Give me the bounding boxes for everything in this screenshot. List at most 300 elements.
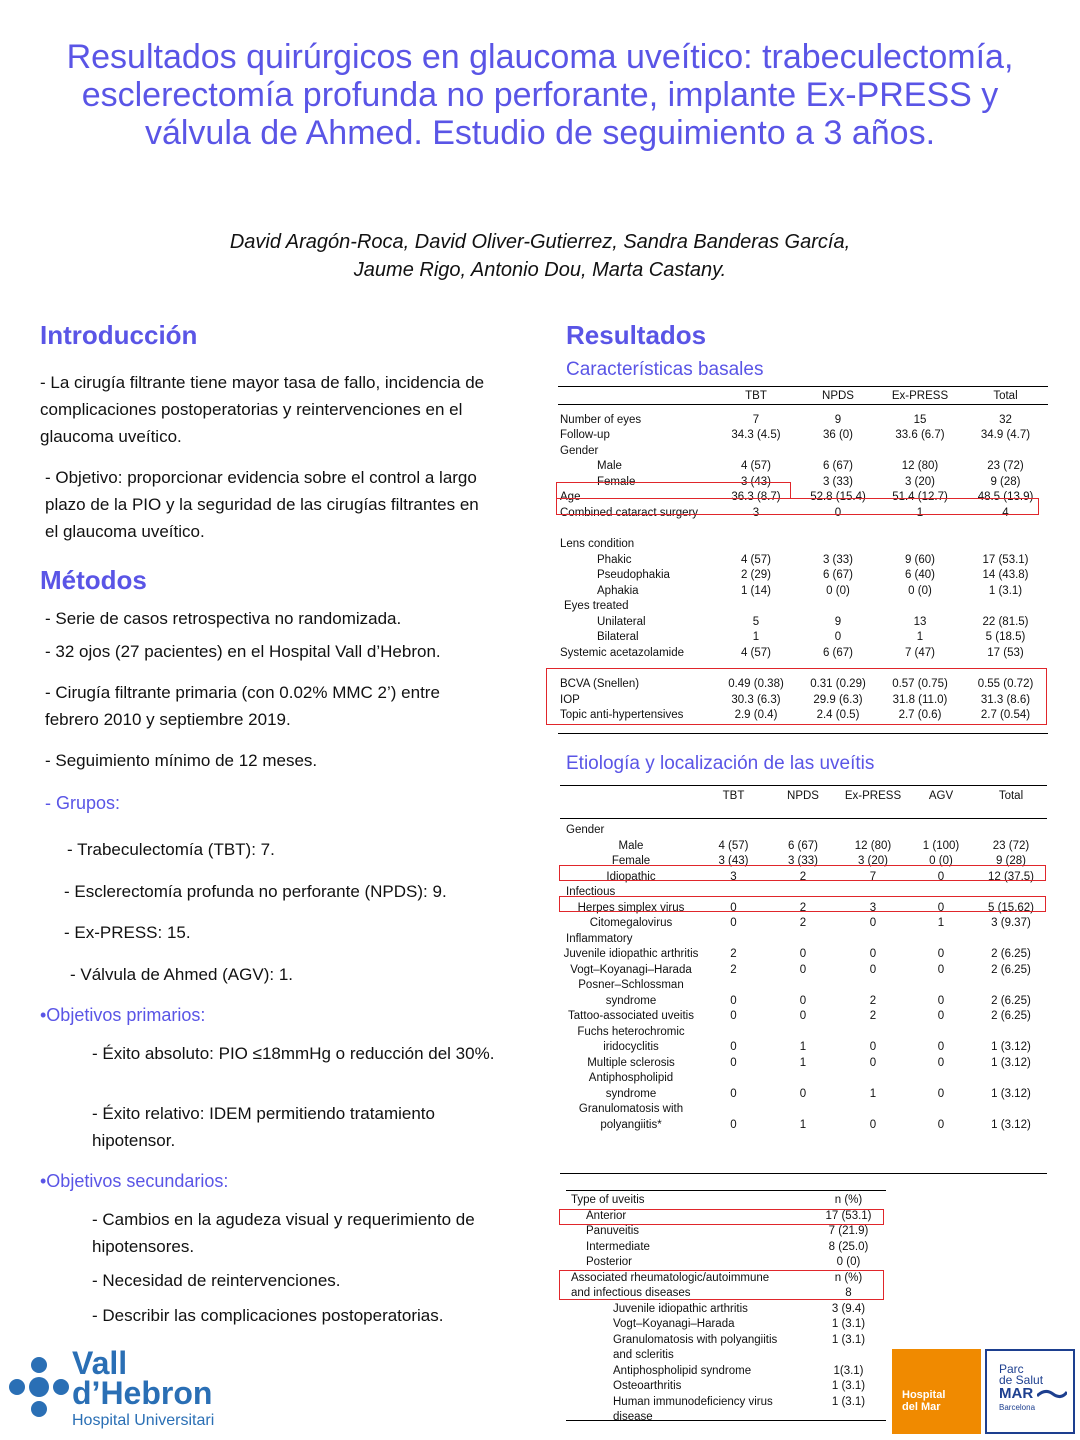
table-cell: 5 (18.5) [985,631,1026,643]
table-cell: 1 (3.12) [991,1041,1031,1053]
table-cell: 1 [799,1041,807,1053]
highlight-bcva-iop [546,668,1047,725]
row-label: Multiple sclerosis [587,1056,675,1069]
row-label [560,521,715,537]
highlight-idiopathic [559,865,1046,881]
row-label: Human immunodeficiency virus disease [613,1395,773,1423]
row-label: Pseudophakia [597,569,670,581]
table-cell [715,521,797,537]
table-row [562,1071,1047,1102]
row-label: Tattoo-associated uveitis [568,1010,694,1022]
table-cell: 3 (43) [740,475,772,488]
column-header [560,389,715,405]
table-cell: 0 [799,1010,807,1022]
table-cell: 2.7 (0.54) [980,709,1031,721]
table-cell: 1 (3.12) [991,1056,1031,1069]
row-label: IOP [560,693,580,706]
row-label: Combined cataract surgery [560,506,699,519]
table-cell: 52.8 (15.4) [810,491,866,503]
authors-line-1: David Aragón-Roca, David Oliver-Gutierrez, Sandra Banderas García, [229,231,851,253]
highlight-age [556,482,791,499]
vall-line-2: d’Hebron [72,1375,213,1411]
table-row [571,1395,886,1426]
table-cell: 31.3 (8.6) [980,693,1031,706]
table-cell: 7 (21.9) [828,1225,869,1237]
table-row [560,428,1050,444]
row-label: Osteoarthritis [613,1380,682,1392]
table-cell: 2 (6.25) [991,1010,1031,1022]
table-cell: 9 [834,615,842,628]
table-cell: 2 [869,1010,877,1022]
table-cell: 2 (6.25) [991,948,1031,960]
table-cell: 3 [730,870,737,883]
table-row [560,568,1050,584]
table-cell: 1 [937,917,945,929]
table-cell: 3 (43) [718,855,749,867]
table-cell: 7 (47) [904,646,936,659]
methods-item-4: - Seguimiento mínimo de 12 meses. [45,751,318,770]
secondary-objective-1: - Cambios en la agudeza visual y requerimiento de hipotensores. [92,1210,475,1256]
table-cell: 5 (15.62) [987,901,1035,914]
table-cell: 0 [937,1118,945,1131]
table-cell: 0 [730,1087,737,1100]
primary-objective-2: - Éxito relativo: IDEM permitiendo tratamiento hipotensor. [92,1104,435,1150]
table-row [562,1102,1047,1133]
secondary-objective-3: - Describir las complicaciones postoperatorias. [92,1306,444,1325]
row-label: Posner–Schlossman syndrome [578,979,684,1007]
column-header: TBT [722,790,745,802]
table-cell: 0 [834,506,842,519]
table-cell: 6 (40) [904,569,936,581]
table-cell: 0 [799,963,807,976]
row-label: Vogt–Koyanagi–Harada [613,1318,735,1330]
row-label: Female [611,855,651,867]
table-cell: 23 (72) [992,839,1030,852]
table-cell: 0.55 (0.72) [977,678,1034,690]
table-cell: 1 [916,631,924,643]
table-cell: 0 (0) [836,1256,861,1268]
table-cell: 4 (57) [740,460,772,472]
table-cell: 1 (3.1) [831,1395,866,1408]
table-cell: 2.9 (0.4) [734,709,778,721]
table-cell [700,932,767,948]
table2-bottom-rule [560,1173,1047,1174]
table-cell: 0 [869,963,877,976]
table-cell: 1 [869,1087,877,1100]
table-cell: 2 [799,901,807,914]
spacer-row [560,405,1050,413]
table-cell: 0 [937,1041,945,1053]
row-label: Antiphospholipid syndrome [613,1364,752,1377]
row-label: Antiphospholipid syndrome [588,1072,674,1100]
table-cell: 12 (80) [901,460,939,472]
table-cell: 6 (67) [822,569,854,581]
table-cell: 29.9 (6.3) [813,693,863,706]
row-label: Granulomatosis with polyangiitis* [578,1103,684,1131]
table-row [571,1193,886,1209]
table-cell: 12 (80) [854,839,892,852]
table-cell: 2 (6.25) [991,963,1031,976]
row-label: Number of eyes [560,413,642,426]
wave-icon [1037,1388,1067,1400]
secondary-objective-2: - Necesidad de reintervenciones. [92,1271,341,1290]
vall-line-1: Vall [72,1345,128,1381]
table2-top-rule [560,785,1047,786]
table-cell: 1 (3.1) [988,584,1023,597]
table-cell: 5 [752,615,760,628]
table-row [562,978,1047,1009]
highlight-herpes [559,896,1046,912]
table-cell: 3 (33) [822,553,854,566]
table-cell: 2.7 (0.6) [898,709,942,721]
table-cell: 34.3 (4.5) [731,429,781,441]
table-cell: 4 [1002,506,1009,519]
group-npds: - Esclerectomía profunda no perforante (NPDS): 9. [64,882,447,901]
row-label: Gender [560,444,599,457]
column-header: TBT [745,390,767,402]
baseline-heading: Características basales [566,359,764,380]
table-cell: 3 (20) [904,475,936,488]
row-label: Systemic acetazolamide [560,646,684,659]
authors-line-2: Jaume Rigo, Antonio Dou, Marta Castany. [353,259,727,281]
table-cell: 0 (0) [908,584,932,597]
table-cell: 7 [752,413,760,426]
table-cell [767,932,839,948]
methods-heading: Métodos [40,565,147,595]
table-cell: 22 (81.5) [982,615,1029,628]
table-cell [975,932,1047,948]
table-row [571,1333,886,1364]
table-cell: 6 (67) [787,839,819,852]
etiology-heading: Etiología y localización de las uveítis [566,753,875,774]
table-row [560,630,1050,646]
table-cell: 2 [730,963,737,976]
methods-item-3: - Cirugía filtrante primaria (con 0.02% MMC 2’) entre febrero 2010 y septiembre 2019. [45,683,440,729]
column-header: Ex-PRESS [844,790,902,802]
column-header [562,789,700,823]
highlight-anterior [559,1209,884,1225]
table-cell: 7 [869,870,877,883]
table-row [560,413,1050,429]
groups-label: - Grupos: [45,793,121,813]
table-cell: 8 [845,1287,852,1299]
table-cell: 0 [730,1010,737,1022]
table-cell: 36 (0) [822,429,854,441]
row-label: Associated rheumatologic/autoimmune [571,1271,770,1284]
row-label: Follow-up [560,429,610,441]
row-label: Topic anti-hypertensives [560,709,684,721]
parc-line-2: de Salut [999,1373,1044,1387]
row-label: Gender [566,824,605,836]
table-cell [797,599,879,615]
table-row [562,839,1047,855]
table-cell [797,444,879,460]
table-cell: 14 (43.8) [982,569,1029,581]
intro-paragraph-2: - Objetivo: proporcionar evidencia sobre el control a largo plazo de la PIO y la seguridad de las cirugías filtrantes en el glaucoma uveítico. [45,468,479,541]
table-cell [961,537,1050,553]
table-cell: 34.9 (4.7) [980,429,1031,441]
table-cell: 51.4 (12.7) [892,491,948,503]
table1-top-rule [558,386,1048,387]
table-cell: 0 [937,994,945,1007]
group-tbt: - Trabeculectomía (TBT): 7. [67,840,275,859]
table-cell: 0 [799,994,807,1007]
table-cell [975,823,1047,839]
row-label: Unilateral [597,615,646,628]
table-row [560,553,1050,569]
row-label: Male [597,460,622,472]
hospital-mar-line-2: del Mar [902,1401,941,1413]
highlight-cataract [556,498,1039,515]
table-cell [879,537,961,553]
table-cell: 1 (3.1) [831,1333,866,1346]
row-label: Vogt–Koyanagi–Harada [570,963,692,976]
table-cell: 17 (53) [987,646,1024,659]
table-cell [879,444,961,460]
table-row [560,521,1050,537]
column-header: Total [998,790,1024,802]
row-label: Juvenile idiopathic arthritis [563,948,699,960]
authors [40,228,1040,284]
row-label: Anterior [586,1209,627,1222]
parc-salut-mar-logo [985,1349,1075,1434]
table-row [560,646,1050,662]
table-cell: 0 [730,1041,737,1053]
table-cell: 1 [752,631,760,643]
table1-bottom-rule [558,733,1048,734]
table-header-row [560,389,1050,405]
table-cell: 48.5 (13.9) [977,491,1034,503]
table-cell: 0 [730,1056,737,1069]
table-cell: 6 (67) [822,646,854,659]
row-label: Idiopathic [606,870,656,883]
row-label: Phakic [597,553,632,566]
table-cell [961,521,1050,537]
table-cell: 2.4 (0.5) [816,709,860,721]
row-label: Eyes treated [564,600,629,612]
poster-title: Resultados quirúrgicos en glaucoma uveítico: trabeculectomía, esclerectomía profunda no perforante, implante Ex-PRESS y válvula de Ahmed. Estudio de seguimiento a 3 años. [66,38,1014,152]
table-cell [907,823,975,839]
table-cell: 0 [730,917,737,929]
table-cell [879,599,961,615]
table-row [560,537,1050,553]
etiology-table [562,789,1047,1133]
table-cell [715,537,797,553]
table-cell: 6 (67) [822,460,854,472]
table-row [562,823,1047,839]
table-cell: 1 [916,506,924,519]
table-row [560,615,1050,631]
table-cell: 1 (3.12) [991,1087,1031,1100]
table-cell: 1 (3.1) [831,1318,866,1330]
table-row [560,599,1050,615]
row-label: Fuchs heterochromic iridocyclitis [577,1025,685,1053]
table-cell: 0 (0) [826,584,850,597]
table-cell [839,823,907,839]
group-agv: - Válvula de Ahmed (AGV): 1. [70,965,293,984]
table-cell [767,823,839,839]
table-row [562,1056,1047,1072]
parc-line-4: Barcelona [999,1403,1036,1412]
table-cell: 17 (53.1) [825,1209,872,1222]
table-cell: 9 (28) [995,855,1027,867]
table-cell [907,932,975,948]
table-cell [797,521,879,537]
row-label: Juvenile idiopathic arthritis [613,1302,748,1315]
row-label: Inflammatory [566,932,633,945]
table-cell: n (%) [834,1271,863,1284]
vall-hebron-cross-icon [8,1356,70,1418]
table-cell: 4 (57) [718,839,749,852]
table-row [571,1302,886,1318]
row-label: Bilateral [597,631,639,643]
methods-item-1: - Serie de casos retrospectiva no randomizada. [45,609,402,628]
table-cell: 0 [799,948,807,960]
row-label: Lens condition [560,538,635,550]
row-label: Herpes simplex virus [577,901,685,914]
table-cell: 9 (28) [990,475,1021,488]
uveitis-type-table [571,1193,886,1426]
table-cell: 0 [799,1087,807,1100]
table-cell: 0 [937,1087,945,1100]
table-row [562,932,1047,948]
table-cell: 1 [799,1056,807,1069]
table3-top-rule [566,1190,886,1191]
table-row [571,1224,886,1240]
table-cell: 9 (60) [904,553,936,566]
table-row [571,1317,886,1333]
table-cell: 32 [999,413,1012,426]
table-cell [961,444,1050,460]
table-cell: n (%) [834,1194,863,1206]
table-cell: 1 (3.1) [831,1380,866,1392]
table-cell: 9 [834,413,842,426]
parc-line-1: Parc [999,1362,1024,1376]
parc-line-3: MAR [999,1385,1034,1402]
table-row [562,947,1047,963]
column-header: NPDS [787,790,819,802]
table-cell: 0 [937,1056,945,1069]
table-cell: 2 [799,917,807,929]
table-cell: 12 (37.5) [987,870,1035,883]
table-cell: 0 [730,901,737,914]
vall-line-3: Hospital Universitari [72,1412,215,1429]
table-row [571,1255,886,1271]
table-cell: 1 (100) [922,839,960,852]
secondary-objectives-label: •Objetivos secundarios: [40,1171,229,1191]
column-header: Ex-PRESS [891,390,949,402]
table-cell: 0 [869,1041,877,1053]
table-row [571,1379,886,1395]
primary-objectives-label: •Objetivos primarios: [40,1005,206,1025]
table-header-row [562,789,1047,823]
column-header: AGV [928,790,954,802]
table-cell: 0.31 (0.29) [810,678,866,690]
table-cell [700,823,767,839]
row-label: Age [560,491,581,503]
table-row [560,444,1050,460]
table-cell [715,599,797,615]
row-label: Infectious [566,886,616,898]
table-cell [839,932,907,948]
column-header: NPDS [822,390,854,402]
table-cell: 33.6 (6.7) [895,429,945,441]
table-cell: 2 (6.25) [991,994,1031,1007]
row-label: Male [618,839,644,852]
intro-paragraph-1: - La cirugía filtrante tiene mayor tasa de fallo, incidencia de complicaciones postoperatorias y reintervenciones en el glaucoma uveítico. [40,373,485,446]
group-express: - Ex-PRESS: 15. [64,923,191,942]
table-cell: 31.8 (11.0) [892,693,948,706]
table-cell: 2 [799,870,807,883]
row-label: Panuveitis [586,1225,640,1237]
table-cell: 3 (33) [822,475,854,488]
table-row [562,916,1047,932]
table-cell: 30.3 (6.3) [731,693,781,706]
table-cell: 4 (57) [740,646,772,659]
row-label: BCVA (Snellen) [560,678,640,690]
table-cell: 0 [730,994,737,1007]
table-cell: 2 [869,994,877,1007]
table-cell: 1 [799,1118,807,1131]
vall-hebron-logo [8,1345,248,1432]
table-cell: 1 (14) [740,584,772,597]
table-cell: 0 [730,1118,737,1131]
table-cell: 15 [913,413,927,426]
table-cell: 0 [869,948,877,960]
row-label: and infectious diseases [571,1287,691,1299]
table-cell: 0 [937,948,945,960]
row-label: Type of uveitis [571,1194,645,1206]
table-cell: 3 (20) [857,855,889,867]
table-row [571,1364,886,1380]
table-cell: 3 [752,506,760,519]
row-label: Citomegalovirus [589,917,673,929]
row-label: Intermediate [586,1240,650,1253]
table-cell: 3 (9.4) [831,1302,866,1315]
results-heading: Resultados [566,320,707,350]
table-cell: 0 [937,1010,945,1022]
table-cell: 1 (3.12) [991,1118,1031,1131]
table-cell: 13 [913,615,927,628]
table-row [562,1009,1047,1025]
intro-heading: Introducción [40,320,198,350]
methods-item-2: - 32 ojos (27 pacientes) en el Hospital Vall d’Hebron. [45,642,441,661]
table-cell [797,537,879,553]
highlight-associated-diseases [559,1270,884,1300]
table-row [562,963,1047,979]
table-cell: 0 [869,1118,877,1131]
table-cell: 0 [937,963,945,976]
table-cell: 17 (53.1) [982,553,1029,566]
table-cell: 0 [937,901,945,914]
table-cell: 36.3 (8.7) [731,491,781,503]
table-cell [879,521,961,537]
table-cell: 0 [869,917,877,929]
row-label: Aphakia [597,584,639,597]
table-cell: 0 [869,1056,877,1069]
hospital-del-mar-logo [892,1349,981,1434]
row-label: Posterior [586,1256,633,1268]
table-cell: 2 [730,948,737,960]
table-row [560,584,1050,600]
row-label: Granulomatosis with polyangiitis and scleritis [613,1333,778,1361]
table-cell: 2 (29) [740,569,772,581]
table-cell: 4 (57) [740,553,772,566]
hospital-mar-line-1: Hospital [902,1389,946,1401]
table-row [571,1240,886,1256]
table-cell: 0 [834,631,842,643]
table-cell: 0.57 (0.75) [892,678,948,690]
